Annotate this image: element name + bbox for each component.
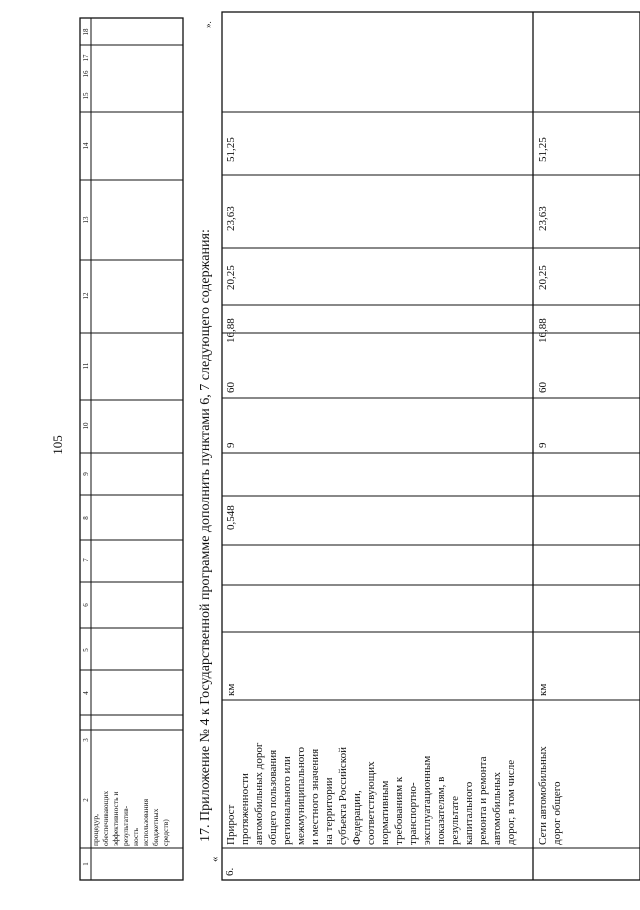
col-num: 5 xyxy=(82,648,90,652)
row-name-line: межмуниципального xyxy=(295,747,307,845)
prev-row-line: обеспечивающих xyxy=(101,790,110,846)
col-num: 12 xyxy=(82,292,90,300)
col-num: 15 xyxy=(82,92,90,100)
row-name-line: Федерации, xyxy=(351,790,363,845)
col-num: 6 xyxy=(82,603,90,607)
row-name-line: автомобильных xyxy=(491,772,503,845)
prev-row-line: использования xyxy=(141,798,150,846)
cell-col13: 20,25 xyxy=(537,265,549,290)
row-name-line: и местного значения xyxy=(309,748,321,845)
prev-row-line: средств) xyxy=(161,819,170,846)
prev-row-line: эффективность и xyxy=(111,791,120,846)
row-name-line: соответствующих xyxy=(365,761,377,845)
col-num: 10 xyxy=(82,422,90,430)
row-name-line: Сети автомобильных xyxy=(537,746,549,845)
row-name-line: регионального или xyxy=(281,756,293,845)
col-num: 16 xyxy=(82,70,90,78)
prev-row-line: ность xyxy=(131,828,140,846)
row-name-line: показателям, в xyxy=(435,776,447,845)
cell-col14: 23,63 xyxy=(225,206,237,231)
prev-row-line: результатив- xyxy=(121,805,130,846)
cell-col9: 9 xyxy=(225,442,237,448)
row-number: 6. xyxy=(224,867,236,876)
row-name-line: требованиям к xyxy=(393,776,405,845)
cell-col15: 51,25 xyxy=(537,137,549,162)
row-name-line: дорог, в том числе xyxy=(505,759,517,845)
cell-col9: 9 xyxy=(537,442,549,448)
row-unit: км xyxy=(537,683,549,696)
col-num: 1 xyxy=(82,862,90,866)
row-name-line: результате xyxy=(449,796,461,845)
col-num: 8 xyxy=(82,516,90,520)
col-num: 3 xyxy=(82,738,90,742)
col-num: 11 xyxy=(82,362,90,370)
cell-col13: 20,25 xyxy=(225,265,237,290)
prev-row-line: процедур, xyxy=(91,814,100,846)
prev-row-line: бюджетных xyxy=(151,808,160,846)
row-name-line: капитального xyxy=(463,781,475,845)
cell-col15: 51,25 xyxy=(225,137,237,162)
col-num: 2 xyxy=(82,798,90,802)
row-name-line: эксплуатационным xyxy=(421,755,433,845)
cell-col10: 60 xyxy=(537,382,549,393)
col-num: 13 xyxy=(82,216,90,224)
close-quote: ». xyxy=(203,21,213,28)
instruction-text: 17. Приложение № 4 к Государственной программе дополнить пунктами 6, 7 следующего содержания: xyxy=(198,229,213,842)
row-name-line: транспортно- xyxy=(407,782,419,845)
cell-col12: 16,88 xyxy=(225,318,237,343)
col-num: 9 xyxy=(82,472,90,476)
row-name-line: нормативным xyxy=(379,780,391,845)
row-name-line: протяженности xyxy=(239,773,251,845)
cell-col12: 16,88 xyxy=(537,318,549,343)
cell-col8: 0,548 xyxy=(225,505,237,530)
row-name-line: дорог общего xyxy=(551,781,563,845)
col-num: 18 xyxy=(82,28,90,36)
open-quote: « xyxy=(209,856,221,862)
new-rows-table xyxy=(222,12,640,880)
cell-col10: 60 xyxy=(225,382,237,393)
row-name-line: Прирост xyxy=(225,804,237,845)
col-num: 17 xyxy=(82,54,90,62)
col-num: 7 xyxy=(82,558,90,562)
previous-table-fragment xyxy=(80,18,183,880)
col-num: 4 xyxy=(82,691,90,695)
cell-col14: 23,63 xyxy=(537,206,549,231)
row-unit: км xyxy=(225,683,237,696)
row-name-line: автомобильных дорог xyxy=(253,742,265,845)
row-name-line: на территории xyxy=(323,777,335,845)
row-name-line: ремонта и ремонта xyxy=(477,756,489,845)
row-name-line: общего пользования xyxy=(267,749,279,845)
page-number: 105 xyxy=(50,435,65,455)
col-num: 14 xyxy=(82,142,90,150)
row-name-line: субъекта Российской xyxy=(337,747,349,845)
